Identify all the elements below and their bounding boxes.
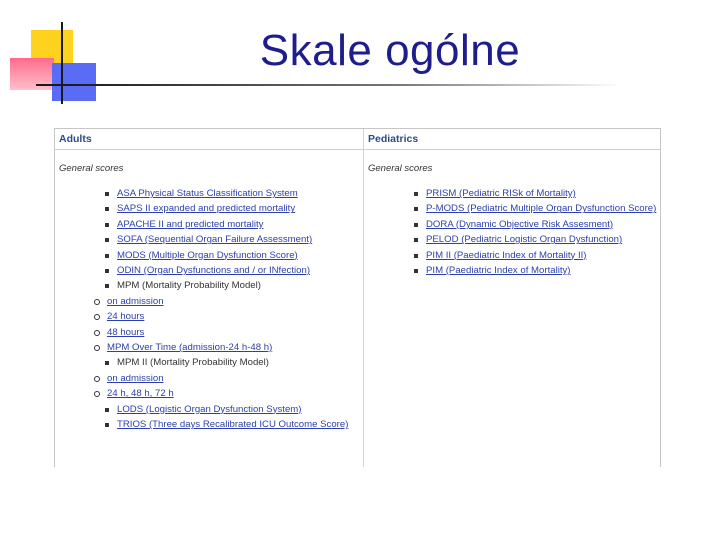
adults-score-subitem-link[interactable]: on admission <box>107 372 164 384</box>
adults-score-item[interactable] <box>55 402 363 417</box>
pediatrics-score-item[interactable] <box>364 201 660 216</box>
adults-score-link[interactable]: LODS (Logistic Organ Dysfunction System) <box>117 403 302 415</box>
adults-score-item[interactable] <box>55 217 363 232</box>
pediatrics-score-item[interactable] <box>364 263 660 278</box>
pediatrics-score-link[interactable]: PELOD (Pediatric Logistic Organ Dysfunction) <box>426 234 623 246</box>
adults-score-subitem-link[interactable]: 48 hours <box>107 326 145 338</box>
adults-score-subitem[interactable] <box>0 340 363 355</box>
logo-vertical-line <box>61 22 63 104</box>
adults-score-item[interactable] <box>55 248 363 263</box>
adults-section-label: General scores <box>59 163 124 174</box>
slide-logo-decoration <box>0 0 110 110</box>
adults-score-item[interactable] <box>55 263 363 278</box>
adults-score-sublist <box>0 294 363 356</box>
adults-score-subitem[interactable] <box>0 325 363 340</box>
adults-score-item[interactable] <box>55 201 363 216</box>
adults-score-list <box>55 186 363 433</box>
adults-score-subitem[interactable] <box>0 294 363 309</box>
adults-score-link[interactable]: TRIOS (Three days Recalibrated ICU Outcome Score) <box>117 419 349 431</box>
pediatrics-score-item[interactable] <box>364 232 660 247</box>
adults-score-link[interactable]: APACHE II and predicted mortality <box>117 218 264 230</box>
pediatrics-score-link[interactable]: P-MODS (Pediatric Multiple Organ Dysfunction Score) <box>426 203 657 215</box>
pediatrics-score-item[interactable] <box>364 186 660 201</box>
adults-score-link[interactable]: ASA Physical Status Classification System <box>117 188 298 199</box>
adults-score-subitem[interactable] <box>0 386 363 401</box>
adults-score-subitem-link[interactable]: MPM Over Time (admission-24 h-48 h) <box>107 342 273 354</box>
title-rule <box>62 84 622 86</box>
pediatrics-score-item[interactable] <box>364 248 660 263</box>
pediatrics-score-list <box>364 186 660 278</box>
adults-score-subitem-link[interactable]: 24 hours <box>107 311 145 323</box>
adults-score-item <box>55 355 363 370</box>
adults-score-item[interactable] <box>55 417 363 432</box>
pediatrics-score-link[interactable]: PIM II (Paediatric Index of Mortality II) <box>426 249 587 261</box>
pediatrics-score-link[interactable]: PIM (Paediatric Index of Mortality) <box>426 265 571 277</box>
adults-score-subitem-link[interactable]: on admission <box>107 295 164 307</box>
adults-score-label: MPM II (Mortality Probability Model) <box>117 357 269 369</box>
adults-score-sublist <box>0 371 363 402</box>
adults-score-link[interactable]: SAPS II expanded and predicted mortality <box>117 203 296 215</box>
pediatrics-score-link[interactable]: PRISM (Pediatric RISk of Mortality) <box>426 188 576 199</box>
adults-score-item[interactable] <box>55 232 363 247</box>
pediatrics-header: Pediatrics <box>364 129 660 150</box>
logo-blue-square <box>52 63 96 101</box>
slide-title: Skale ogólne <box>259 26 521 75</box>
adults-score-link[interactable]: SOFA (Sequential Organ Failure Assessment) <box>117 234 313 246</box>
adults-score-item[interactable] <box>55 186 363 201</box>
pediatrics-column <box>364 129 660 467</box>
adults-score-subitem[interactable] <box>0 309 363 324</box>
adults-score-link[interactable]: MODS (Multiple Organ Dysfunction Score) <box>117 249 298 261</box>
pediatrics-section-label: General scores <box>368 163 433 174</box>
adults-score-label: MPM (Mortality Probability Model) <box>117 280 261 292</box>
adults-score-subitem[interactable] <box>0 371 363 386</box>
adults-score-item <box>55 278 363 293</box>
adults-header: Adults <box>55 129 363 150</box>
adults-score-subitem-link[interactable]: 24 h, 48 h, 72 h <box>107 388 174 400</box>
adults-column <box>55 129 364 467</box>
scores-table <box>54 128 661 467</box>
pediatrics-score-link[interactable]: DORA (Dynamic Objective Risk Assesment) <box>426 218 614 230</box>
pediatrics-score-item[interactable] <box>364 217 660 232</box>
adults-score-link[interactable]: ODIN (Organ Dysfunctions and / or INfection) <box>117 265 311 277</box>
